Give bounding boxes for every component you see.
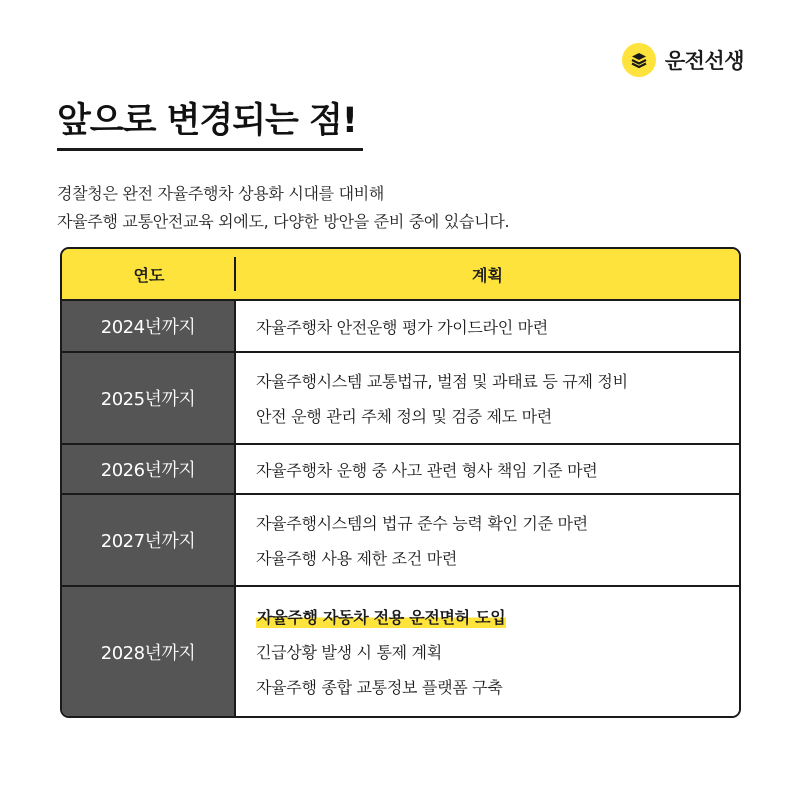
plan-item: 긴급상황 발생 시 통제 계획 xyxy=(256,643,442,662)
brand-name: 운전선생 xyxy=(664,49,744,73)
plan-cell xyxy=(236,353,739,443)
title-underline xyxy=(57,148,363,151)
plan-cell xyxy=(236,301,739,351)
plan-item: 자율주행 종합 교통정보 플랫폼 구축 xyxy=(256,678,503,697)
plan-item: 안전 운행 관리 주체 정의 및 검증 제도 마련 xyxy=(256,407,552,426)
plan-cell xyxy=(236,445,739,493)
plan-cell xyxy=(236,495,739,585)
page-title: 앞으로 변경되는 점! xyxy=(57,101,357,141)
plan-item: 자율주행차 운행 중 사고 관련 형사 책임 기준 마련 xyxy=(256,460,598,480)
column-header-year: 연도 xyxy=(62,249,236,299)
layers-icon xyxy=(622,43,656,77)
intro-line-2: 자율주행 교통안전교육 외에도, 다양한 방안을 준비 중에 있습니다. xyxy=(57,212,510,231)
year-cell: 2026년까지 xyxy=(62,445,236,493)
plan-item: 자율주행시스템의 법규 준수 능력 확인 기준 마련 xyxy=(256,514,588,533)
table-row xyxy=(62,587,739,716)
year-cell: 2024년까지 xyxy=(62,301,236,351)
brand xyxy=(622,43,744,77)
table-row xyxy=(62,445,739,495)
table-row xyxy=(62,353,739,445)
plan-item: 자율주행차 안전운행 평가 가이드라인 마련 xyxy=(256,317,548,337)
year-cell: 2025년까지 xyxy=(62,353,236,443)
table-row xyxy=(62,495,739,587)
plan-cell xyxy=(236,587,739,716)
plan-table xyxy=(60,247,741,718)
plan-item-highlighted: 자율주행 자동차 전용 운전면허 도입 xyxy=(256,605,506,628)
intro-line-1: 경찰청은 완전 자율주행차 상용화 시대를 대비해 xyxy=(57,184,385,203)
plan-item: 자율주행시스템 교통법규, 벌점 및 과태료 등 규제 정비 xyxy=(256,372,628,391)
intro-text xyxy=(57,180,509,236)
table-row xyxy=(62,301,739,353)
year-cell: 2027년까지 xyxy=(62,495,236,585)
table-header xyxy=(62,249,739,301)
column-header-plan: 계획 xyxy=(472,265,503,285)
plan-item: 자율주행 사용 제한 조건 마련 xyxy=(256,549,458,568)
year-cell: 2028년까지 xyxy=(62,587,236,716)
